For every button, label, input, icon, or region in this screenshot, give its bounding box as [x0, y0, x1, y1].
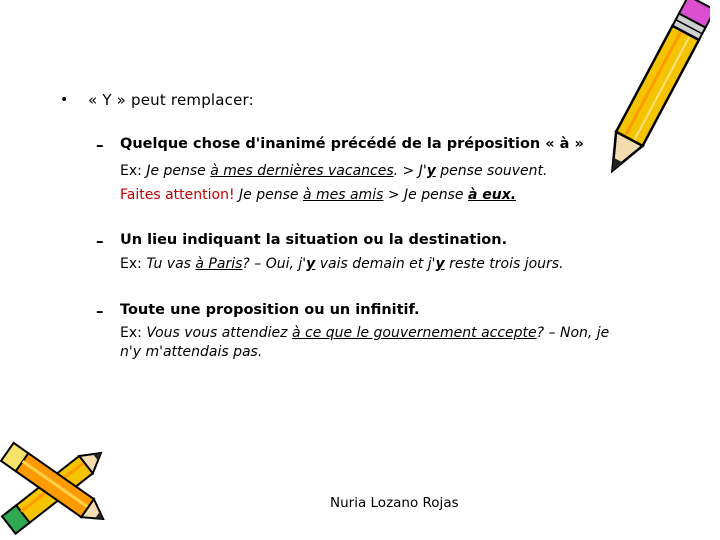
dash-icon: –	[96, 136, 104, 154]
item-3-title: Toute une proposition ou un infinitif.	[120, 302, 420, 318]
slide-heading: « Y » peut remplacer:	[88, 91, 254, 109]
example-label: Ex:	[120, 256, 142, 272]
item-3-example: Ex: Vous vous attendiez à ce que le gouvernement accepte? – Non, je	[120, 325, 610, 341]
item-1-warning: Faites attention! Je pense à mes amis > Je pense à eux.	[120, 187, 517, 203]
warning-label: Faites attention!	[120, 187, 235, 203]
dash-icon: –	[96, 232, 104, 250]
item-1-example: Ex: Je pense à mes dernières vacances. > J'y pense souvent.	[120, 163, 548, 179]
dash-icon: –	[96, 302, 104, 320]
item-2-title: Un lieu indiquant la situation ou la destination.	[120, 232, 508, 248]
item-3-example-continued: n'y m'attendais pas.	[120, 344, 263, 360]
item-2-example: Ex: Tu vas à Paris? – Oui, j'y vais demain et j'y reste trois jours.	[120, 256, 564, 272]
bullet-point: •	[60, 92, 69, 108]
author-footer: Nuria Lozano Rojas	[330, 495, 459, 511]
item-1-title: Quelque chose d'inanimé précédé de la préposition « à »	[120, 136, 584, 152]
pencil-icon	[590, 0, 710, 200]
example-label: Ex:	[120, 163, 142, 179]
crossed-pencils-icon	[0, 430, 120, 540]
example-label: Ex:	[120, 325, 142, 341]
